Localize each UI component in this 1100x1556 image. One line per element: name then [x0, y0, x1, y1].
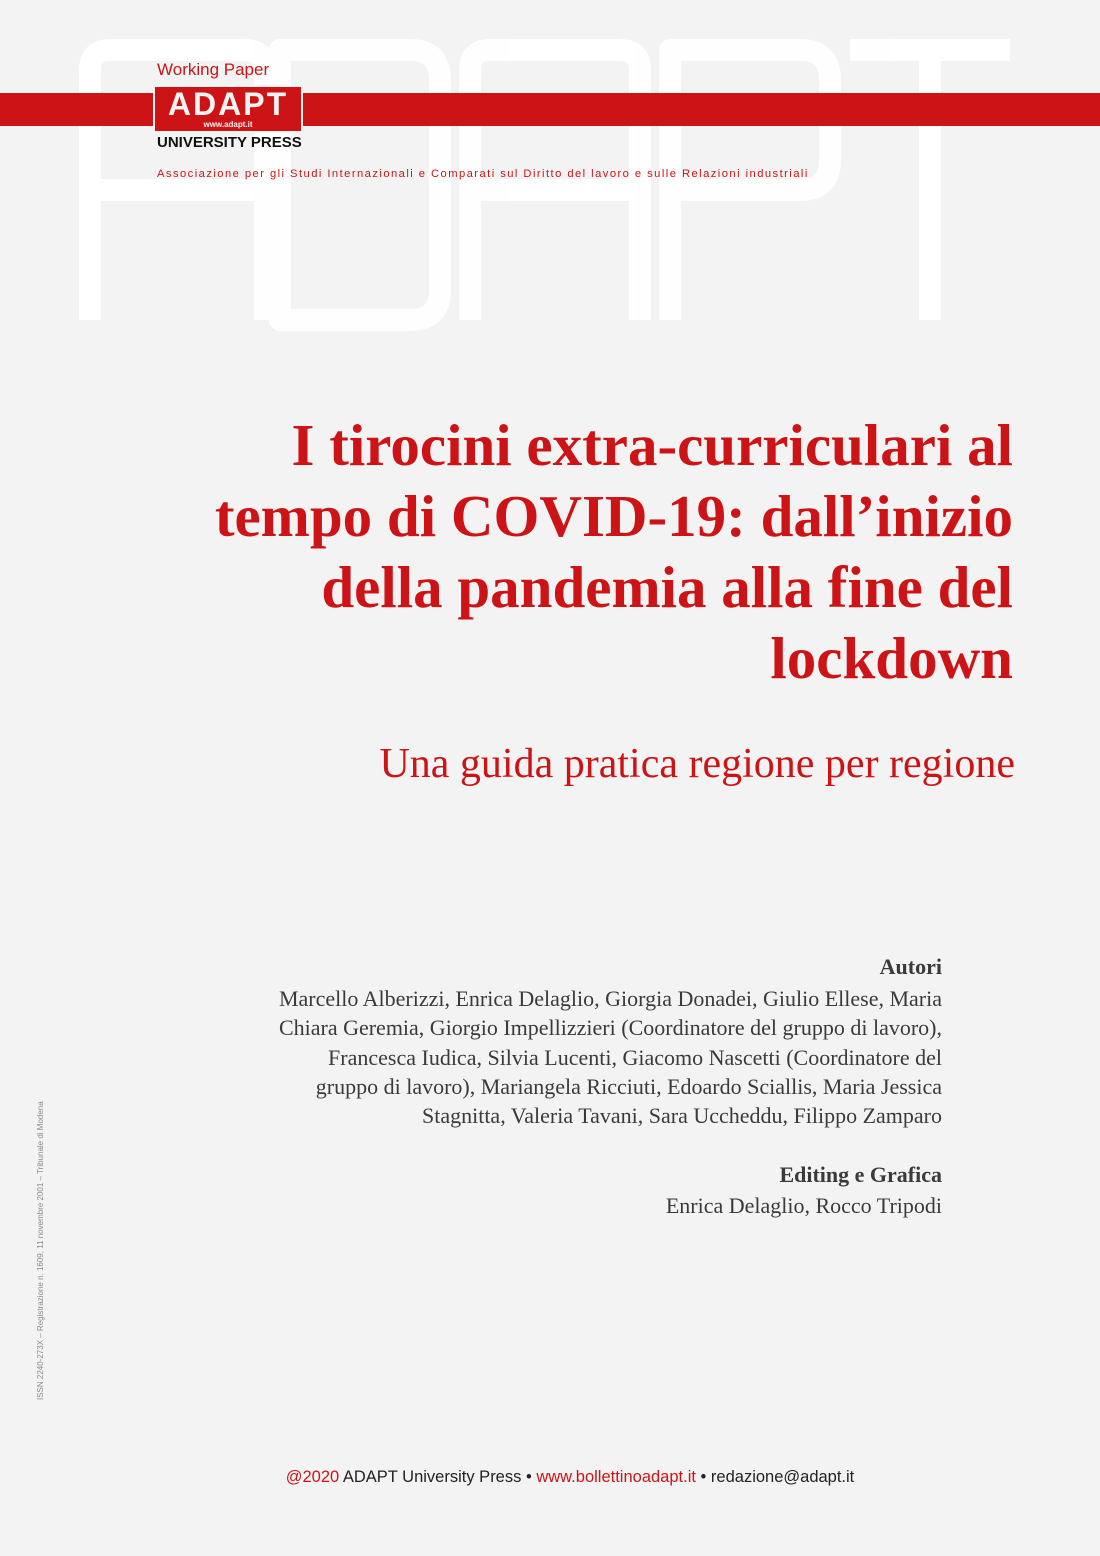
document-subtitle: Una guida pratica regione per regione	[379, 741, 1015, 787]
authors-list	[152, 984, 942, 1130]
authors-line: Stagnitta, Valeria Tavani, Sara Uccheddu, Filippo Zamparo	[421, 1103, 942, 1129]
publisher-name: UNIVERSITY PRESS	[157, 134, 302, 151]
adapt-logo	[153, 85, 303, 133]
footer-separator: •	[700, 1468, 707, 1486]
authors-line: Francesca Iudica, Silvia Lucenti, Giacomo Nascetti (Coordinatore del	[328, 1044, 942, 1070]
association-tagline: Associazione per gli Studi Internazionali e Comparati sul Diritto del lavoro e sulle Relazioni industriali	[157, 168, 809, 180]
footer-website-link[interactable]: www.bollettinoadapt.it	[536, 1468, 696, 1486]
title-line: lockdown	[770, 625, 1013, 691]
footer-copyright-year: @2020	[285, 1468, 340, 1486]
title-line: I tirocini extra-curriculari al	[291, 412, 1013, 478]
footer-email-link[interactable]: redazione@adapt.it	[710, 1468, 855, 1486]
editing-heading: Editing e Grafica	[779, 1162, 942, 1187]
authors-heading: Autori	[879, 954, 942, 979]
logo-url: www.adapt.it	[203, 120, 253, 129]
footer-publisher: ADAPT University Press	[342, 1468, 522, 1486]
authors-line: Chiara Geremia, Giorgio Impellizzieri (Coordinatore del gruppo di lavoro),	[278, 1015, 942, 1041]
document-title	[93, 410, 1013, 694]
authors-line: Marcello Alberizzi, Enrica Delaglio, Giorgia Donadei, Giulio Ellese, Maria	[278, 986, 942, 1011]
title-line: tempo di COVID-19: dall’inizio	[214, 483, 1013, 549]
authors-line: gruppo di lavoro), Mariangela Ricciuti, Edoardo Sciallis, Maria Jessica	[315, 1073, 942, 1099]
logo-wordmark: ADAPT	[167, 86, 289, 122]
editing-names: Enrica Delaglio, Rocco Tripodi	[665, 1193, 942, 1218]
footer-separator: •	[525, 1468, 532, 1486]
issn-registration-note: ISSN 2240-273X – Registrazione n. 1609, 11 novembre 2001 – Tribunale di Modena	[36, 1101, 45, 1400]
series-label: Working Paper	[157, 60, 270, 79]
footer	[0, 1468, 1100, 1487]
title-line: della pandemia alla fine del	[321, 554, 1013, 620]
